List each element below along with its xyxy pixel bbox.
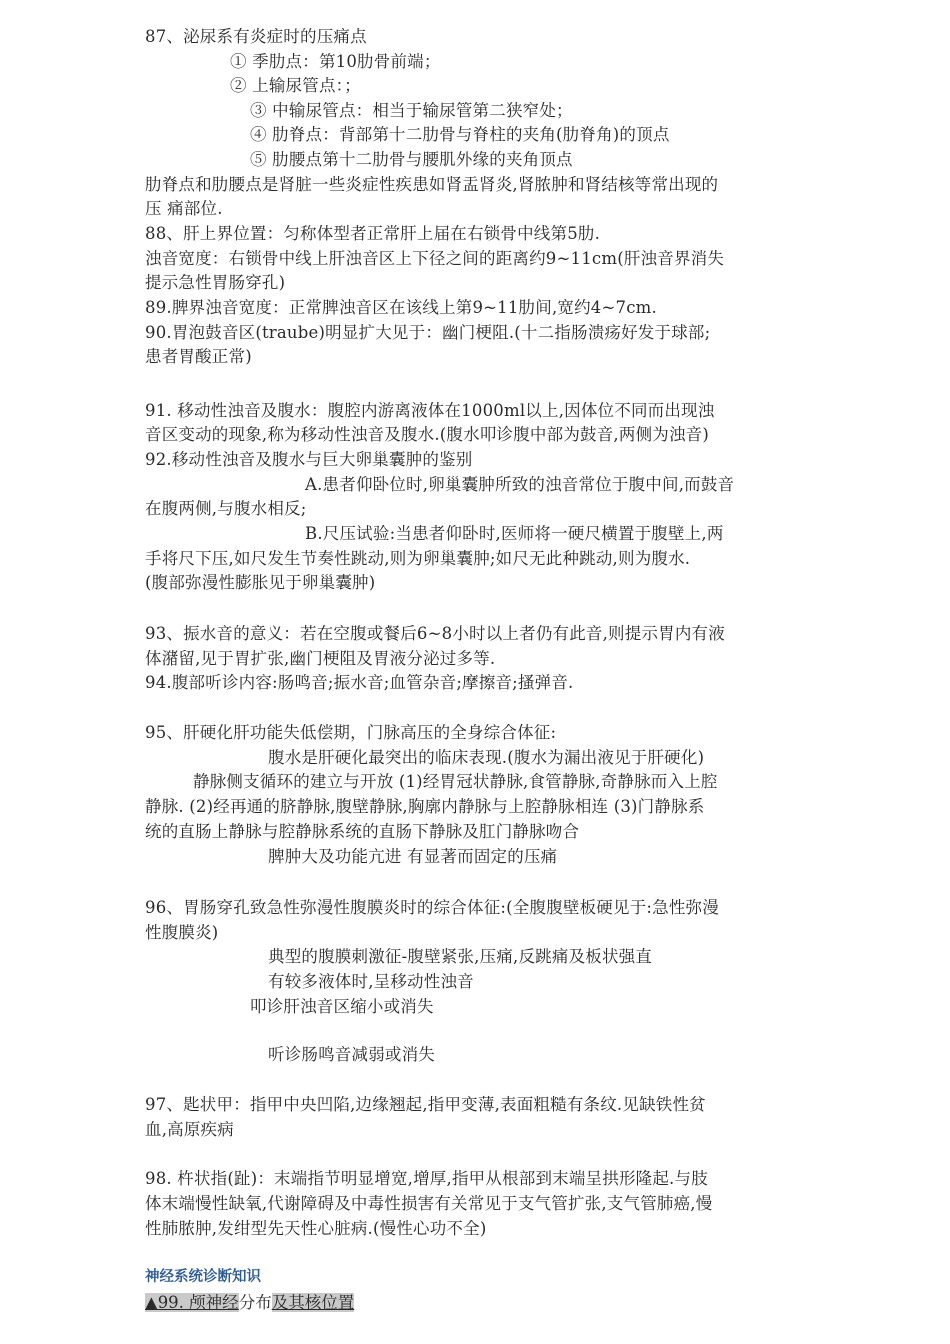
text-line: 统的直肠上静脉与腔静脉系统的直肠下静脉及肛门静脉吻合 xyxy=(145,822,580,841)
text-line: 97、匙状甲：指甲中央凹陷,边缘翘起,指甲变薄,表面粗糙有条纹.见缺铁性贫 xyxy=(145,1095,706,1114)
text-line: 提示急性胃肠穿孔) xyxy=(145,273,286,292)
text-line: 98. 杵状指(趾)：末端指节明显增宽,增厚,指甲从根部到末端呈拱形隆起.与肢 xyxy=(145,1169,708,1188)
text-line: 88、肝上界位置：匀称体型者正常肝上届在右锁骨中线第5肋. xyxy=(145,224,601,243)
text-line: 94.腹部听诊内容:肠鸣音;振水音;血管杂音;摩擦音;搔弹音. xyxy=(145,673,574,692)
text-line: A.患者仰卧位时,卵巢囊肿所致的浊音常位于腹中间,而鼓音 xyxy=(305,475,735,494)
text-line: ④ 肋脊点：背部第十二肋骨与脊柱的夹角(肋脊角)的顶点 xyxy=(250,125,670,144)
text-line: 91. 移动性浊音及腹水：腹腔内游离液体在1000ml以上,因体位不同而出现浊 xyxy=(145,401,715,420)
highlighted-text: 及其核位置 xyxy=(271,1293,355,1312)
text-line: 性肺脓肿,发绀型先天性心脏病.(慢性心功不全) xyxy=(145,1219,487,1238)
text-line: B.尺压试验:当患者仰卧时,医师将一硬尺横置于腹壁上,两 xyxy=(305,524,724,543)
section-heading: 神经系统诊断知识 xyxy=(145,1269,261,1285)
text-line: 体末端慢性缺氧,代谢障碍及中毒性损害有关常见于支气管扩张,支气管肺癌,慢 xyxy=(145,1194,713,1213)
text-line: 静脉. (2)经再通的脐静脉,腹壁静脉,胸廓内静脉与上腔静脉相连 (3)门静脉系 xyxy=(145,797,705,816)
text-line: 静脉侧支循环的建立与开放 (1)经胃冠状静脉,食管静脉,奇静脉而入上腔 xyxy=(193,772,718,791)
text-line: 脾肿大及功能亢进 有显著而固定的压痛 xyxy=(268,847,558,866)
text-line: (腹部弥漫性膨胀见于卵巢囊肿) xyxy=(145,573,376,592)
text-line: 音区变动的现象,称为移动性浊音及腹水.(腹水叩诊腹中部为鼓音,两侧为浊音) xyxy=(145,425,710,444)
text-line: 体潴留,见于胃扩张,幽门梗阻及胃液分泌过多等. xyxy=(145,649,496,668)
text-line: 性腹膜炎) xyxy=(145,923,219,942)
text-line: ③ 中输尿管点：相当于输尿管第二狭窄处； xyxy=(250,101,573,120)
text-line: ② 上输尿管点：； xyxy=(230,76,361,95)
text-line: 压 痛部位. xyxy=(145,199,223,218)
plain-text: 分布 xyxy=(238,1293,272,1312)
highlighted-text: ▲99. 颅神经 xyxy=(145,1293,239,1312)
text-line: 96、胃肠穿孔致急性弥漫性腹膜炎时的综合体征:(全腹腹壁板硬见于:急性弥漫 xyxy=(145,898,719,917)
text-line: 患者胃酸正常) xyxy=(145,347,252,366)
text-line: 血,高原疾病 xyxy=(145,1120,234,1139)
text-line: ① 季肋点：第10肋骨前端； xyxy=(230,52,441,71)
text-line: 叩诊肝浊音区缩小或消失 xyxy=(250,997,434,1016)
text-line: 90.胃泡鼓音区(traube)明显扩大见于：幽门梗阻.(十二指肠溃疡好发于球部; xyxy=(145,323,711,342)
text-line: 腹水是肝硬化最突出的临床表现.(腹水为漏出液见于肝硬化) xyxy=(268,748,705,767)
text-line: 听诊肠鸣音减弱或消失 xyxy=(268,1045,435,1064)
text-line: 95、肝硬化肝功能失低偿期，门脉高压的全身综合体征: xyxy=(145,723,557,742)
text-line: ⑤ 肋腰点第十二肋骨与腰肌外缘的夹角顶点 xyxy=(250,150,573,169)
text-line: 89.脾界浊音宽度：正常脾浊音区在该线上第9~11肋间,宽约4~7cm. xyxy=(145,298,657,317)
text-line: 典型的腹膜刺激征-腹壁紧张,压痛,反跳痛及板状强直 xyxy=(268,947,653,966)
subheading-99 xyxy=(145,1292,354,1314)
text-line: 93、振水音的意义：若在空腹或餐后6~8小时以上者仍有此音,则提示胃内有液 xyxy=(145,624,725,643)
text-line: 肋脊点和肋腰点是肾脏一些炎症性疾患如肾盂肾炎,肾脓肿和肾结核等常出现的 xyxy=(145,175,719,194)
text-line: 92.移动性浊音及腹水与巨大卵巢囊肿的鉴别 xyxy=(145,450,473,469)
text-line: 87、泌尿系有炎症时的压痛点 xyxy=(145,27,367,46)
text-line: 在腹两侧,与腹水相反; xyxy=(145,499,307,518)
text-line: 浊音宽度：右锁骨中线上肝浊音区上下径之间的距离约9~11cm(肝浊音界消失 xyxy=(145,249,725,268)
text-line: 手将尺下压,如尺发生节奏性跳动,则为卵巢囊肿;如尺无此种跳动,则为腹水. xyxy=(145,549,691,568)
text-line: 有较多液体时,呈移动性浊音 xyxy=(268,972,474,991)
